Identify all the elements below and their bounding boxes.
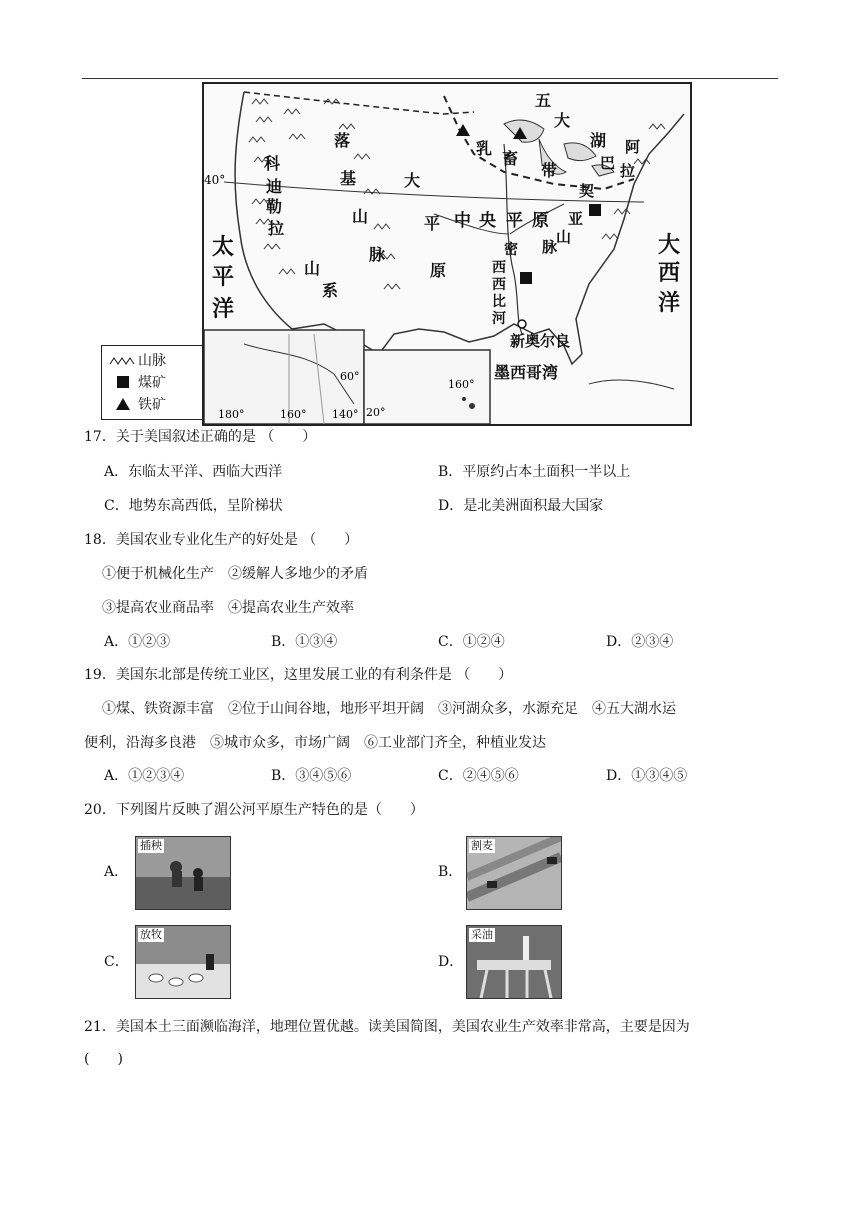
legend-coal <box>108 372 166 392</box>
latitude-label: 40° <box>204 173 226 187</box>
map-legend <box>101 345 203 420</box>
question-19-stem: 19．美国东北部是传统工业区，这里发展工业的有利条件是 （ ） <box>84 667 513 683</box>
header-rule <box>82 78 778 79</box>
legend-mountain-label: 山脉 <box>138 353 166 369</box>
map-label: 五 <box>535 91 552 110</box>
map-label: 科 <box>264 154 281 173</box>
map-label: 脉 <box>542 238 558 256</box>
map-label: 亚 <box>568 210 584 228</box>
q20-option-c[interactable]: C． <box>104 954 129 970</box>
map-label: 河 <box>492 311 506 327</box>
square-icon <box>108 375 138 389</box>
photo-tag: 放牧 <box>140 928 162 941</box>
q18-option-d[interactable]: D．②③④ <box>606 634 674 650</box>
question-17-stem: 17．关于美国叙述正确的是 （ ） <box>84 429 317 445</box>
map-label: 大 <box>404 171 421 190</box>
map-label: 落 <box>334 131 351 150</box>
q19-option-c[interactable]: C．②④⑤⑥ <box>438 768 519 784</box>
map-label: 阿 <box>625 138 641 156</box>
map-label: 勒 <box>266 197 283 216</box>
map-label: 巴 <box>600 154 616 172</box>
map-label: 湖 <box>590 131 607 150</box>
q18-option-b[interactable]: B．①③④ <box>271 634 338 650</box>
photo-wheat-harvest[interactable] <box>466 836 562 910</box>
q17-option-b[interactable]: B．平原约占本土面积一半以上 <box>438 464 631 480</box>
photo-tag: 割麦 <box>471 839 493 852</box>
map-label: 平 <box>424 214 441 233</box>
map-label: 拉 <box>268 219 285 238</box>
usa-map-svg <box>204 84 690 424</box>
longitude-label: 180° <box>218 408 245 421</box>
map-label: 原 <box>430 261 447 280</box>
map-label: 山 <box>556 228 572 246</box>
photo-herding[interactable] <box>135 925 231 999</box>
legend-iron-label: 铁矿 <box>138 397 166 413</box>
q19-option-b[interactable]: B．③④⑤⑥ <box>271 768 352 784</box>
map-label: 契 <box>579 182 595 200</box>
legend-mountain <box>108 350 166 370</box>
map-label: 畜 <box>502 149 519 168</box>
triangle-icon <box>108 397 138 411</box>
legend-coal-label: 煤矿 <box>138 375 166 391</box>
ocean-label: 洋 <box>658 291 681 316</box>
map-label: 比 <box>492 294 506 310</box>
photo-oil-extraction[interactable] <box>466 925 562 999</box>
map-label: 拉 <box>620 162 636 180</box>
question-20-stem: 20．下列图片反映了湄公河平原生产特色的是（ ） <box>84 802 424 818</box>
map-label: 乳 <box>476 139 493 158</box>
map-label: 密 <box>504 242 518 258</box>
map-label: 原 <box>532 211 549 231</box>
legend-iron <box>108 394 166 414</box>
q20-option-a[interactable]: A． <box>104 864 129 880</box>
photo-rice-transplanting[interactable] <box>135 836 231 910</box>
latitude-label: 60° <box>340 370 360 383</box>
q19-items-2: 便利，沿海多良港 ⑤城市众多，市场广阔 ⑥工业部门齐全，种植业发达 <box>84 735 546 751</box>
q20-option-b[interactable]: B． <box>438 864 463 880</box>
ocean-label: 西 <box>658 261 681 286</box>
map-label: 系 <box>322 281 339 300</box>
map-label: 山 <box>352 207 369 226</box>
latitude-label: 20° <box>366 406 386 419</box>
q18-option-c[interactable]: C．①②④ <box>438 634 505 650</box>
coal-marker <box>589 204 601 216</box>
q18-option-a[interactable]: A．①②③ <box>104 634 171 650</box>
map-label: 央 <box>479 211 496 231</box>
q18-items-1: ①便于机械化生产 ②缓解人多地少的矛盾 <box>102 566 368 582</box>
longitude-label: 160° <box>280 408 307 421</box>
map-label: 大 <box>554 111 571 130</box>
sea-label: 墨西哥湾 <box>494 363 559 382</box>
map-label: 迪 <box>266 177 283 196</box>
q19-option-d[interactable]: D．①③④⑤ <box>606 768 688 784</box>
usa-map <box>202 82 692 426</box>
ocean-label: 太 <box>212 235 235 260</box>
question-21-stem: 21．美国本土三面濒临海洋，地理位置优越。读美国简图，美国农业生产效率非常高，主要是因为 <box>84 1019 690 1035</box>
map-label: 西 <box>492 260 506 276</box>
q17-option-c[interactable]: C．地势东高西低，呈阶梯状 <box>104 498 283 514</box>
q17-option-a[interactable]: A．东临太平洋、西临大西洋 <box>104 464 283 480</box>
q19-option-a[interactable]: A．①②③④ <box>104 768 185 784</box>
map-label: 山 <box>304 259 321 278</box>
longitude-label: 140° <box>332 408 359 421</box>
city-label: 新奥尔良 <box>510 332 571 350</box>
q18-items-2: ③提高农业商品率 ④提高农业生产效率 <box>102 600 354 616</box>
photo-tag: 采油 <box>471 928 493 941</box>
map-label: 西 <box>492 277 506 293</box>
map-label: 平 <box>506 211 523 231</box>
q17-option-d[interactable]: D．是北美洲面积最大国家 <box>438 498 604 514</box>
question-18-stem: 18．美国农业专业化生产的好处是 （ ） <box>84 532 359 548</box>
map-label: 脉 <box>369 245 386 264</box>
ocean-label: 平 <box>212 265 235 290</box>
question-21-continuation: ( ) <box>84 1051 123 1067</box>
q20-option-d[interactable]: D． <box>438 954 464 970</box>
q19-items-1: ①煤、铁资源丰富 ②位于山间谷地，地形平坦开阔 ③河湖众多，水源充足 ④五大湖水运 <box>102 701 676 717</box>
mountain-icon <box>108 354 138 366</box>
map-label: 基 <box>340 169 357 188</box>
ocean-label: 大 <box>658 233 681 258</box>
photo-tag: 插秧 <box>140 839 162 852</box>
map-label: 带 <box>541 161 558 180</box>
map-label: 中 <box>454 211 471 231</box>
longitude-label: 160° <box>448 378 475 391</box>
ocean-label: 洋 <box>212 297 235 322</box>
coal-marker <box>520 272 532 284</box>
